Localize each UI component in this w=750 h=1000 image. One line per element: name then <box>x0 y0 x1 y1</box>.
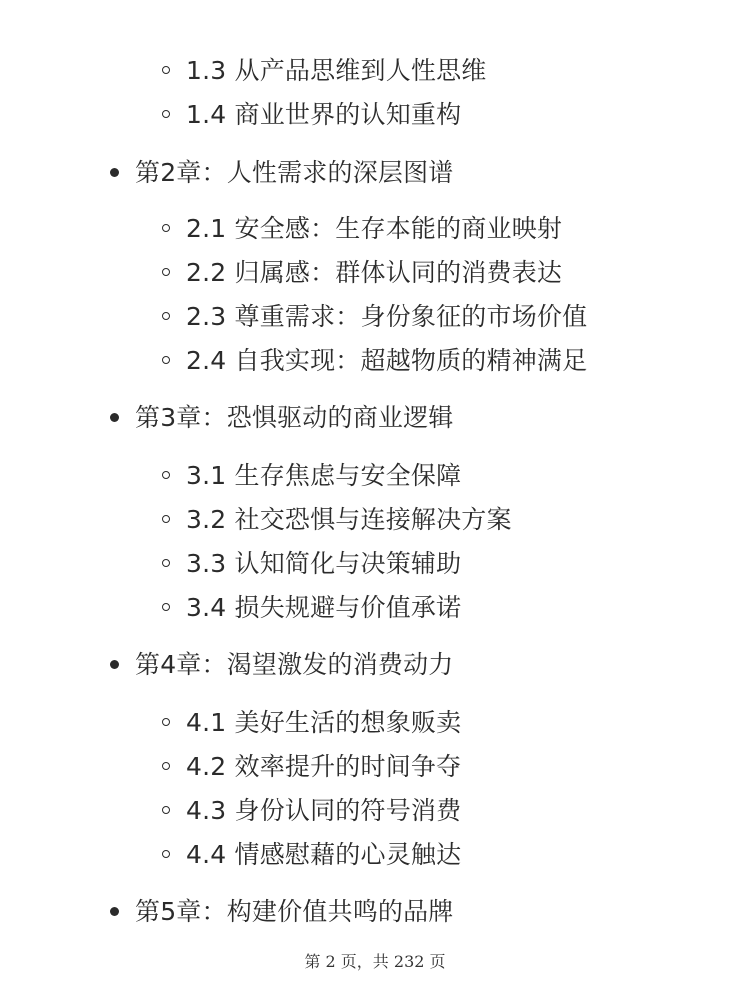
toc-chapter-label: 第2章：人性需求的深层图谱 <box>135 158 454 187</box>
toc-section-label: 3.2 社交恐惧与连接解决方案 <box>186 505 512 534</box>
toc-section-2-1 <box>162 209 562 249</box>
hollow-circle-bullet-icon <box>162 110 170 118</box>
toc-section-label: 1.3 从产品思维到人性思维 <box>186 56 487 85</box>
page-number-footer: 第 2 页，共 232 页 <box>304 952 446 971</box>
toc-section-label: 2.4 自我实现：超越物质的精神满足 <box>186 346 588 375</box>
toc-section-label: 4.2 效率提升的时间争夺 <box>186 752 462 781</box>
toc-section-3-1 <box>162 456 461 496</box>
toc-section-3-4 <box>162 588 461 628</box>
filled-disc-bullet-icon <box>110 413 119 422</box>
toc-chapter-2 <box>110 153 454 193</box>
filled-disc-bullet-icon <box>110 660 119 669</box>
toc-section-label: 3.4 损失规避与价值承诺 <box>186 593 462 622</box>
toc-section-2-3 <box>162 297 587 337</box>
toc-section-label: 2.1 安全感：生存本能的商业映射 <box>186 214 563 243</box>
toc-chapter-5 <box>110 892 454 932</box>
toc-section-4-2 <box>162 747 461 787</box>
toc-section-3-2 <box>162 500 512 540</box>
hollow-circle-bullet-icon <box>162 559 170 567</box>
toc-section-label: 3.3 认知简化与决策辅助 <box>186 549 462 578</box>
hollow-circle-bullet-icon <box>162 718 170 726</box>
toc-chapter-3 <box>110 398 454 438</box>
toc-section-label: 4.1 美好生活的想象贩卖 <box>186 708 462 737</box>
filled-disc-bullet-icon <box>110 907 119 916</box>
toc-section-label: 3.1 生存焦虑与安全保障 <box>186 461 462 490</box>
hollow-circle-bullet-icon <box>162 224 170 232</box>
hollow-circle-bullet-icon <box>162 762 170 770</box>
hollow-circle-bullet-icon <box>162 850 170 858</box>
toc-section-1-4 <box>162 95 461 135</box>
toc-section-4-1 <box>162 703 461 743</box>
toc-section-label: 4.3 身份认同的符号消费 <box>186 796 462 825</box>
hollow-circle-bullet-icon <box>162 356 170 364</box>
toc-chapter-label: 第4章：渴望激发的消费动力 <box>135 650 454 679</box>
toc-section-label: 4.4 情感慰藉的心灵触达 <box>186 840 462 869</box>
toc-section-label: 1.4 商业世界的认知重构 <box>186 100 462 129</box>
toc-section-label: 2.2 归属感：群体认同的消费表达 <box>186 258 563 287</box>
toc-chapter-label: 第5章：构建价值共鸣的品牌 <box>135 897 454 926</box>
hollow-circle-bullet-icon <box>162 603 170 611</box>
toc-section-2-2 <box>162 253 562 293</box>
hollow-circle-bullet-icon <box>162 66 170 74</box>
toc-chapter-4 <box>110 645 454 685</box>
hollow-circle-bullet-icon <box>162 312 170 320</box>
hollow-circle-bullet-icon <box>162 471 170 479</box>
toc-section-2-4 <box>162 341 587 381</box>
toc-section-label: 2.3 尊重需求：身份象征的市场价值 <box>186 302 588 331</box>
hollow-circle-bullet-icon <box>162 268 170 276</box>
toc-section-4-4 <box>162 835 461 875</box>
hollow-circle-bullet-icon <box>162 515 170 523</box>
toc-chapter-label: 第3章：恐惧驱动的商业逻辑 <box>135 403 454 432</box>
filled-disc-bullet-icon <box>110 168 119 177</box>
toc-section-4-3 <box>162 791 461 831</box>
toc-section-3-3 <box>162 544 461 584</box>
hollow-circle-bullet-icon <box>162 806 170 814</box>
toc-section-1-3 <box>162 51 487 91</box>
